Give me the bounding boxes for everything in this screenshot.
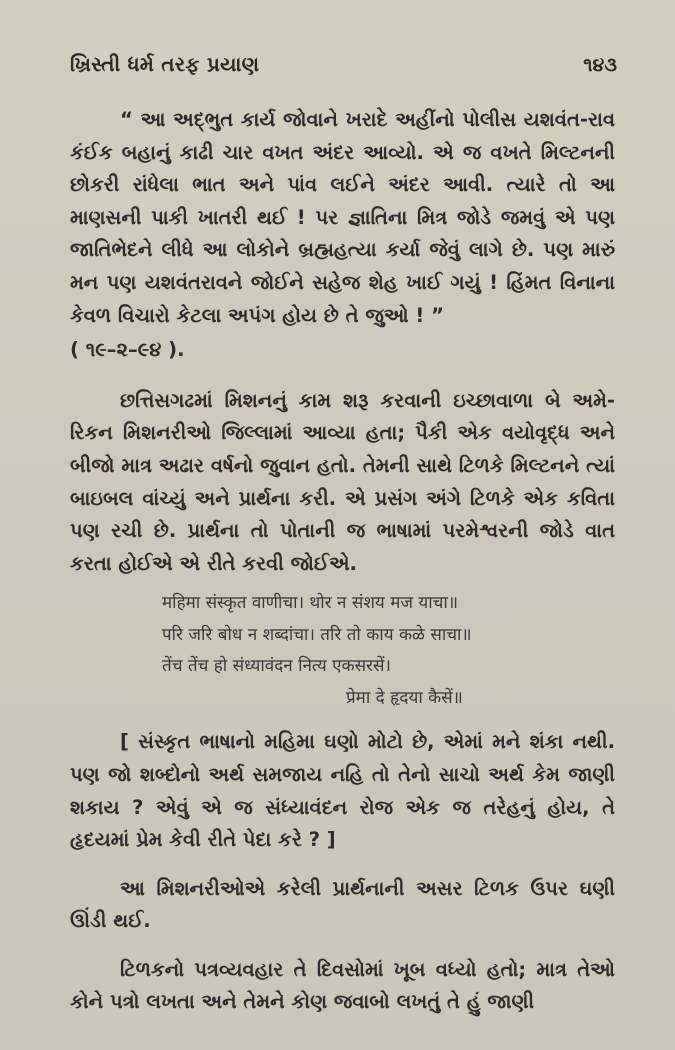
page-header — [70, 52, 617, 76]
paragraph-mission: છત્તિસગઢમાં મિશનનું કામ શરૂ કરવાની ઇચ્છાવાળા બે અમે-રિકન મિશનરીઓ જિલ્લામાં આવ્યા હતા; પૈકી એક વયોવૃદ્ધ અને બીજો માત્ર અઢાર વર્ષનો જુવાન હતો. તેમની સાથે ટિળકે મિલ્ટનને ત્યાં બાઇબલ વાંચ્યું અને પ્રાર્થના કરી. એ પ્રસંગ અંગે ટિળકે એક કવિતા પણ રચી છે. પ્રાર્થના તો પોતાની જ ભાષામાં પરમેશ્વરની જોડે વાત કરતા હોઈએ એ રીતે કરવી જોઈએ. — [70, 388, 615, 575]
date-line: ( ૧૯–૨–૯૪ ). — [70, 338, 185, 362]
verse-line: तेंच तेंच हो संध्यावंदन नित्य एकसरसें। — [162, 656, 391, 677]
page-number: ૧૪૩ — [583, 54, 617, 76]
running-title: ખ્રિસ્તી ધર્મ તરફ પ્રયાણ — [70, 52, 260, 76]
verse-line: महिमा संस्कृत वाणीचा। थोर न संशय मज याचा॥ — [162, 593, 459, 614]
quote-paragraph: “ આ અદ્ભુત કાર્ય જોવાને ખરાદે અહીંનો પોલીસ યશવંત-રાવ કંઈક બહાનું કાઢી ચાર વખત અંદર આવ્યો. એ જ વખતે મિલ્ટનની છોકરી રાંધેલા ભાત અને પાંવ લઈને અંદર આવી. ત્યારે તો આ માણસની પાકી ખાતરી થઈ ! પર જ્ઞાતિના મિત્ર જોડે જમવું એ પણ જાતિભેદને લીધે આ લોકોને બ્રહ્મહત્યા કર્યા જેવું લાગે છે. પણ મારું મન પણ યશવંતરાવને જોઈને સહેજ શેહ ખાઈ ગયું ! હિંમત વિનાના કેવળ વિચારો કેટલા અપંગ હોય છે તે જુઓ ! ” — [70, 108, 615, 327]
paragraph-correspondence: ટિળકનો પત્રવ્યવહાર તે દિવસોમાં ખૂબ વધ્યો હતો; માત્ર તેઓ કોને પત્રો લખતા અને તેમને કોણ જવાબો લખતું તે હું જાણી — [70, 957, 615, 1014]
page-body — [70, 104, 615, 1019]
marathi-verse — [70, 588, 615, 714]
verse-line: प्रेमा दे हृदया कैसें॥ — [346, 687, 463, 708]
translation-paragraph: [ સંસ્કૃત ભાષાનો મહિમા ઘણો મોટો છે, એમાં મને શંકા નથી. પણ જો શબ્દોનો અર્થ સમજાય નહિ તો તેનો સાચો અર્થ કેમ જાણી શકાય ? એવું એ જ સંધ્યાવંદન રોજ એક જ તરેહનું હોય, તે હૃદયમાં પ્રેમ કેવી રીતે પેદા કરે ? ] — [70, 730, 615, 852]
paragraph-prayer-effect: આ મિશનરીઓએ કરેલી પ્રાર્થનાની અસર ટિળક ઉપર ઘણી ઊંડી થઈ. — [70, 876, 615, 933]
verse-line: परि जरि बोध न शब्दांचा। तरि तो काय कळे साचा॥ — [162, 624, 472, 645]
